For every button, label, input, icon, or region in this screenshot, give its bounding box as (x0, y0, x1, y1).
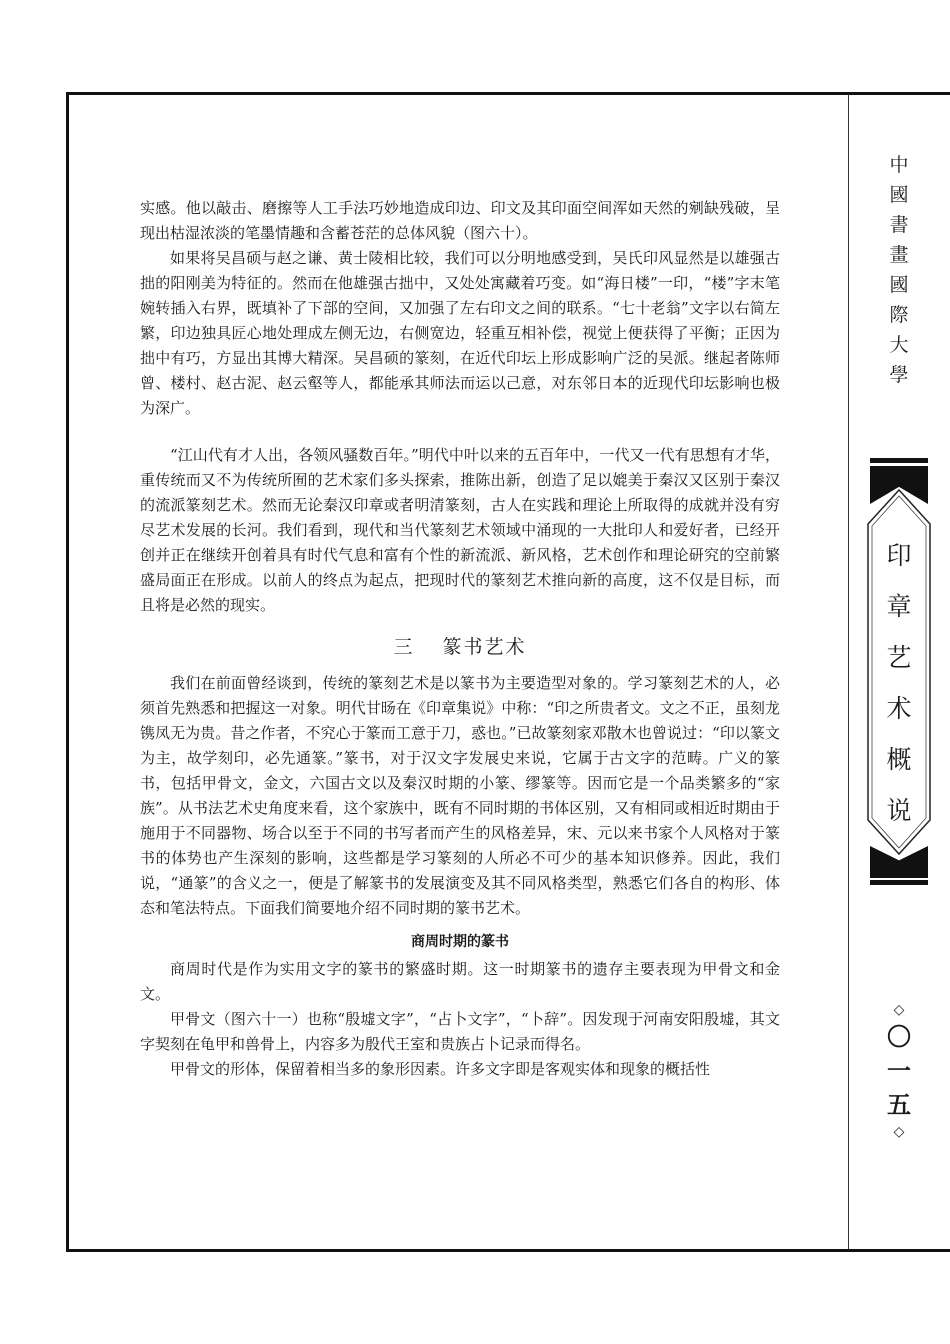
paragraph: 甲骨文的形体，保留着相当多的象形因素。许多文字即是客观实体和现象的概括性 (170, 1060, 711, 1078)
banner-top-bar (870, 458, 928, 463)
page-frame-bottom (66, 1249, 950, 1252)
diamond-icon: ◇ (893, 1124, 905, 1140)
book-title-char: 概 (886, 745, 912, 774)
paragraph: 我们在前面曾经谈到，传统的篆刻艺术是以篆书为主要造型对象的。学习篆刻艺术的人，必须首先熟悉和把握这一对象。明代甘旸在《印章集说》中称：“印之所贵者文。文之不正，虽刻龙镌凤无为贵。昔之作者，不究心于篆而工意于刀，惑也。”已故篆刻家邓散木也曾说过：“印以篆文为主，故学刻印，必先通篆。”篆书，对于汉文字发展史来说，它属于古文字的范畴。广义的篆书，包括甲骨文，金文，六国古文以及秦汉时期的小篆、缪篆等。因而它是一个品类繁多的“家族”。从书法艺术史角度来看，这个家族中，既有不同时期的书体区别，又有相同或相近时期由于施用于不同器物、场合以至于不同的书写者而产生的风格差异，宋、元以来书家个人风格对于篆书的体势也产生深刻的影响，这些都是学习篆刻的人所必不可少的基本知识修养。因此，我们说，“通篆”的含义之一，便是了解篆书的发展演变及其不同风格类型，熟悉它们各自的构形、体态和笔法特点。下面我们简要地介绍不同时期的篆书艺术。 (140, 674, 780, 917)
diamond-icon: ◇ (893, 1002, 905, 1018)
page-number-char: 五 (887, 1090, 911, 1119)
school-char: 國 (889, 274, 909, 296)
school-name-vertical (848, 150, 950, 390)
section-number: 三 (393, 636, 415, 658)
school-char: 際 (889, 304, 909, 326)
book-title-char: 印 (886, 541, 912, 570)
section-heading (140, 632, 780, 659)
page-number-vertical (848, 1000, 950, 1142)
page-number-char: 一 (887, 1056, 911, 1085)
paragraph: 如果将吴昌硕与赵之谦、黄士陵相比较，我们可以分明地感受到，吴氏印风显然是以雄强古拙的阳刚美为特征的。然而在他雄强古拙中，又处处寓藏着巧变。如“海日楼”一印，“楼”字末笔婉转插入右界，既填补了下部的空间，又加强了左右印文之间的联系。“七十老翁”文字以右简左繁，印边独具匠心地处理成左侧无边，右侧宽边，轻重互相补偿，视觉上便获得了平衡；正因为拙中有巧，方显出其博大精深。吴昌硕的篆刻，在近代印坛上形成影响广泛的吴派。继起者陈师曾、楼村、赵古泥、赵云壑等人，都能承其师法而运以己意，对东邻日本的近现代印坛影响也极为深广。 (140, 249, 780, 417)
book-title-char: 艺 (886, 643, 912, 672)
school-char: 畫 (889, 244, 909, 266)
school-char: 學 (889, 364, 909, 386)
page-number-char: 〇 (887, 1022, 911, 1051)
section-title: 篆书艺术 (442, 636, 527, 658)
paragraph: “江山代有才人出，各领风骚数百年。”明代中叶以来的五百年中，一代又一代有思想有才华，重传统而又不为传统所囿的艺术家们多头探索，推陈出新，创造了足以媲美于秦汉又区别于秦汉的流派篆刻艺术。然而无论秦汉印章或者明清篆刻，古人在实践和理论上所取得的成就并没有穷尽艺术发展的长河。我们看到，现代和当代篆刻艺术领域中涌现的一大批印人和爱好者，已经开创并正在继续开创着具有时代气息和富有个性的新流派、新风格，艺术创作和理论研究的空前繁盛局面正在形成。以前人的终点为起点，把现时代的篆刻艺术推向新的高度，这不仅是目标，而且将是必然的现实。 (140, 446, 780, 614)
subsection-heading: 商周时期的篆书 (411, 934, 509, 950)
school-char: 大 (889, 334, 909, 356)
paragraph-continued: 实感。他以敲击、磨擦等人工手法巧妙地造成印边、印文及其印面空间浑如天然的剜缺残破，呈现出枯湿浓淡的笔墨情趣和含蓄苍茫的总体风貌（图六十）。 (140, 199, 780, 242)
banner-bottom-bar (870, 880, 928, 885)
book-title-vertical (848, 530, 950, 836)
book-title-char: 说 (886, 796, 912, 825)
paragraph: 甲骨文（图六十一）也称“殷墟文字”，“占卜文字”，“卜辞”。因发现于河南安阳殷墟，其文字契刻在龟甲和兽骨上，内容多为殷代王室和贵族占卜记录而得名。 (140, 1010, 780, 1053)
main-text (140, 196, 780, 1082)
book-title-char: 章 (886, 592, 912, 621)
book-title-char: 术 (886, 694, 912, 723)
school-char: 中 (889, 154, 909, 176)
school-char: 國 (889, 184, 909, 206)
school-char: 書 (889, 214, 909, 236)
page-frame-top (66, 92, 950, 95)
page-frame-left (66, 92, 69, 1252)
paragraph: 商周时代是作为实用文字的篆书的繁盛时期。这一时期篆书的遗存主要表现为甲骨文和金文。 (140, 960, 780, 1003)
